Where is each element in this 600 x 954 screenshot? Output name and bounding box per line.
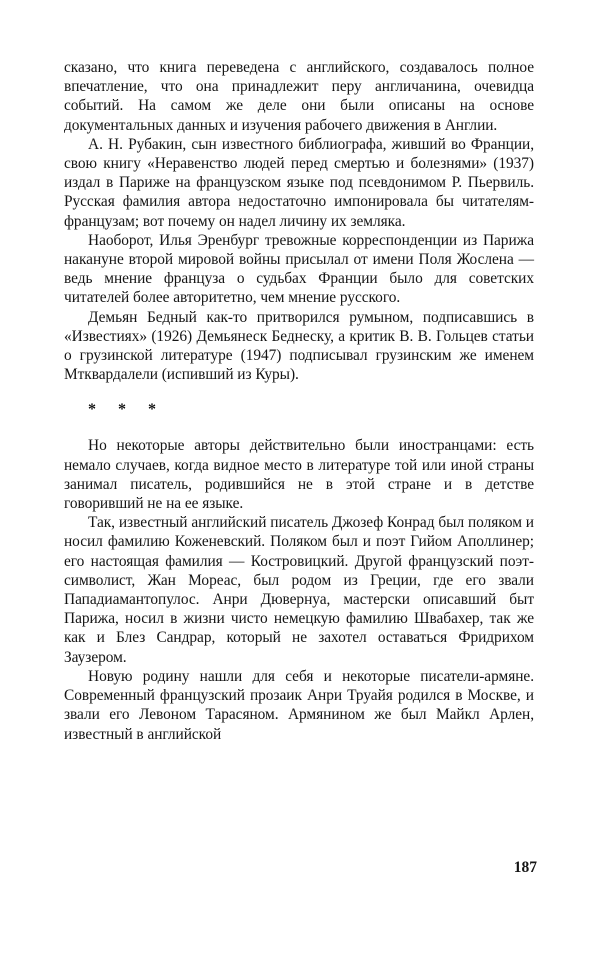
section-separator: * * * [88,401,165,419]
paragraph: Наоборот, Илья Эренбург тревожные корреспонденции из Парижа накануне второй мировой войны присылал от имени Поля Жослена — ведь мнение француза о судьбах Франции было для советских читателей более авторитетно, чем мнение русского. [64,231,534,307]
paragraph: сказано, что книга переведена с английского, создавалось полное впечатление, что она принадлежит перу англичанина, очевидца событий. На самом же деле они были описаны на основе документальных данных и изучения рабочего движения в Англии. [64,59,534,134]
page-number: 187 [513,859,537,876]
paragraph: Но некоторые авторы действительно были иностранцами: есть немало случаев, когда видное место в литературе той или иной страны занимал писатель, родившийся не в этой стране и в детстве говоривший не на ее языке. [64,437,534,513]
paragraph: Новую родину нашли для себя и некоторые писатели-армяне. Современный французский прозаик Анри Труайя родился в Москве, и звали его Левоном Тарасяном. Армянином же был Майкл Арлен, известный в английской [64,667,534,743]
paragraph: А. Н. Рубакин, сын известного библиографа, живший во Франции, свою книгу «Неравенство людей перед смертью и болезнями» (1937) издал в Париже на французском языке под псевдонимом Р. Пьервиль. Русская фамилия автора недостаточно импонировала бы читателям-французам; вот почему он надел личину их земляка. [64,135,534,230]
paragraph: Так, известный английский писатель Джозеф Конрад был поляком и носил фамилию Коженевский. Поляком был и поэт Гийом Аполлинер; его настоящая фамилия — Костровицкий. Другой французский поэт-символист, Жан Мореас, был родом из Греции, где его звали Пападиамантопулос. Анри Дювернуа, мастерски описавший быт Парижа, носил в жизни чисто немецкую фамилию Швабахер, так же как и Блез Сандрар, который не захотел оставаться Фридрихом Заузером. [64,514,534,666]
paragraph: Демьян Бедный как-то притворился румыном, подписавшись в «Известиях» (1926) Демьянеск Беднеску, а критик В. В. Гольцев статьи о грузинской литературе (1947) подписывал грузинским же именем Мтквардалели (испивший из Куры). [64,308,534,384]
text-column [64,58,534,744]
